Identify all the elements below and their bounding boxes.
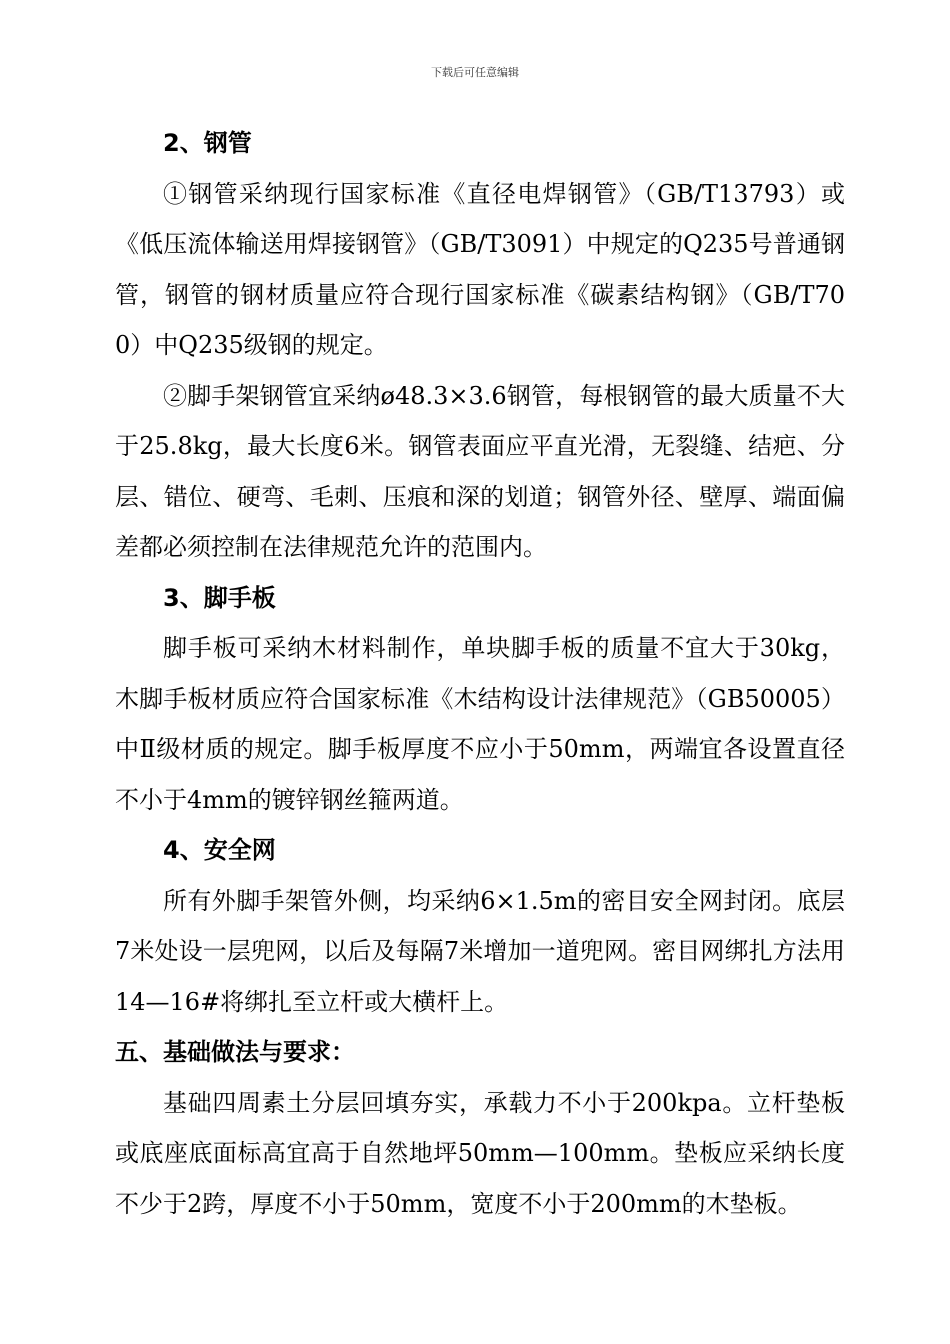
section-5-paragraph-1: 基础四周素土分层回填夯实，承载力不小于200kpa。立杆垫板或底座底面标高宜高于自然地坪50mm—100mm。垫板应采纳长度不少于2跨，厚度不小于50mm，宽度不小于200mm的木垫板。	[115, 1088, 845, 1218]
section-2-paragraph-1: ①钢管采纳现行国家标准《直径电焊钢管》（GB/T13793）或《低压流体输送用焊接钢管》（GB/T3091）中规定的Q235号普通钢管，钢管的钢材质量应符合现行国家标准《碳素结构钢》（GB/T700）中Q235级钢的规定。	[115, 179, 845, 359]
section-4-paragraph-1: 所有外脚手架管外侧，均采纳6×1.5m的密目安全网封闭。底层7米处设一层兜网，以后及每隔7米增加一道兜网。密目网绑扎方法用14—16#将绑扎至立杆或大横杆上。	[115, 886, 845, 1016]
section-4-heading: 4、安全网	[163, 836, 276, 864]
document-body	[115, 118, 845, 1229]
page-header: 下载后可任意编辑	[431, 66, 519, 79]
section-2-paragraph-2: ②脚手架钢管宜采纳ø48.3×3.6钢管，每根钢管的最大质量不大于25.8kg，最大长度6米。钢管表面应平直光滑，无裂缝、结疤、分层、错位、硬弯、毛刺、压痕和深的划道；钢管外径、壁厚、端面偏差都必须控制在法律规范允许的范围内。	[115, 381, 845, 561]
section-5-heading: 五、基础做法与要求：	[115, 1038, 355, 1066]
section-3-paragraph-1: 脚手板可采纳木材料制作，单块脚手板的质量不宜大于30kg，木脚手板材质应符合国家标准《木结构设计法律规范》（GB50005）中Ⅱ级材质的规定。脚手板厚度不应小于50mm，两端宜各设置直径不小于4mm的镀锌钢丝箍两道。	[115, 634, 845, 814]
section-3-heading: 3、脚手板	[163, 583, 276, 612]
section-2-heading: 2、钢管	[163, 129, 252, 157]
